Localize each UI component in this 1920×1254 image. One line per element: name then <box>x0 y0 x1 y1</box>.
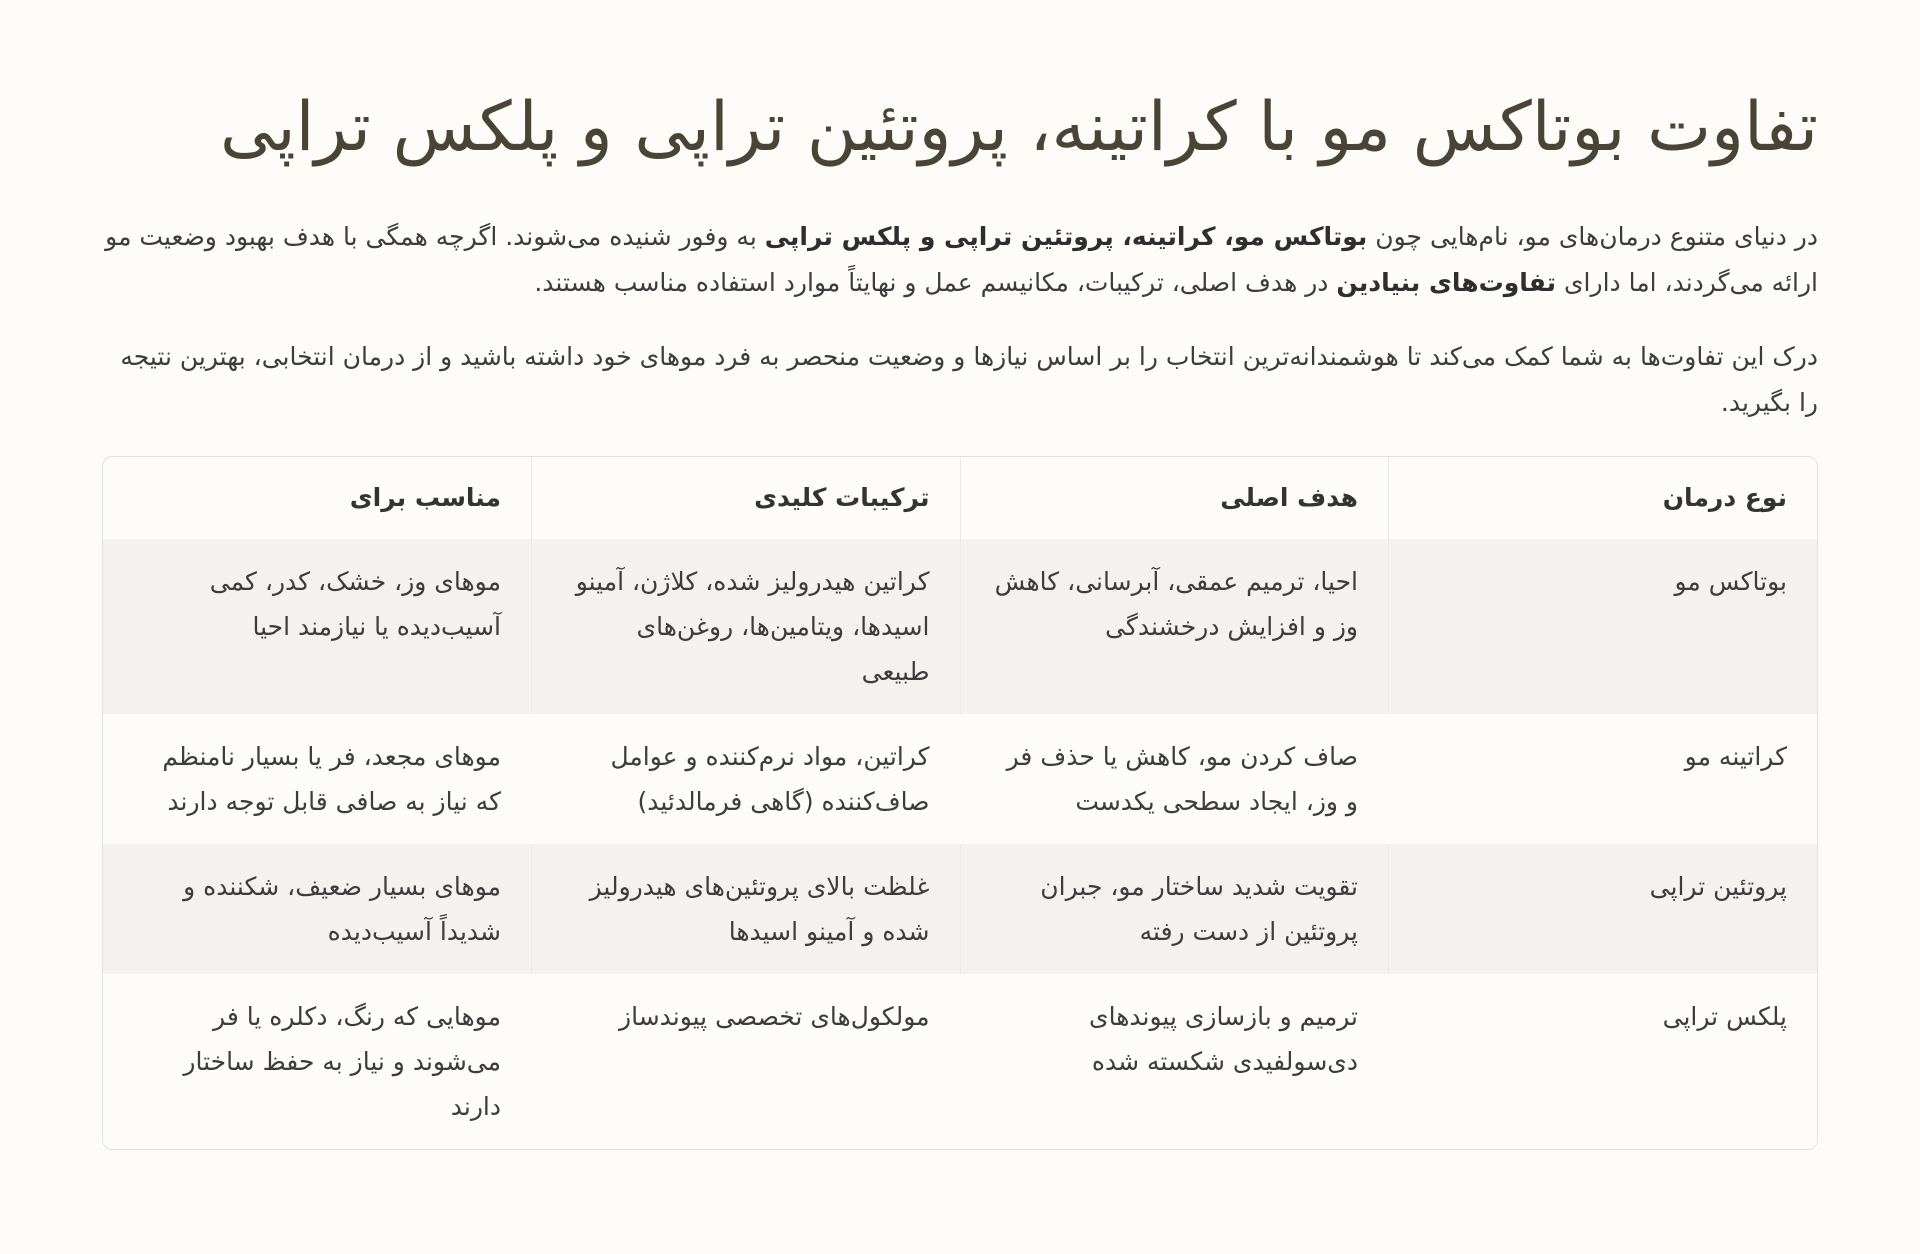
intro-bold-differences: تفاوت‌های بنیادین <box>1336 268 1557 298</box>
intro-text-2: به وفور شنیده می‌شوند. اگرچه همگی با هدف بهبود وضعیت مو ارائه می‌گردند، اما دارای <box>105 222 1818 298</box>
cell-treatment-type: بوتاکس مو <box>1389 539 1818 714</box>
cell-main-goal: تقویت شدید ساختار مو، جبران پروتئین از دست رفته <box>960 844 1389 974</box>
cell-main-goal: ترمیم و بازسازی پیوندهای دی‌سولفیدی شکسته شده <box>960 974 1389 1149</box>
cell-key-ingredients: کراتین، مواد نرم‌کننده و عوامل صاف‌کننده (گاهی فرمالدئید) <box>532 714 961 844</box>
cell-treatment-type: پلکس تراپی <box>1389 974 1818 1149</box>
cell-suitable-for: موهای مجعد، فر یا بسیار نامنظم که نیاز به صافی قابل توجه دارند <box>103 714 532 844</box>
header-treatment-type: نوع درمان <box>1662 483 1787 513</box>
cell-suitable-for: موهای وز، خشک، کدر، کمی آسیب‌دیده یا نیازمند احیا <box>103 539 532 714</box>
comparison-table <box>103 457 1817 1149</box>
cell-key-ingredients: کراتین هیدرولیز شده، کلاژن، آمینو اسیدها، ویتامین‌ها، روغن‌های طبیعی <box>532 539 961 714</box>
header-key-ingredients: ترکیبات کلیدی <box>532 457 961 539</box>
table-header-row <box>103 457 1817 539</box>
table-row-keratin <box>103 714 1817 844</box>
intro-text-3: در هدف اصلی، ترکیبات، مکانیسم عمل و نهایتاً موارد استفاده مناسب هستند. <box>534 268 1337 298</box>
page-title: تفاوت بوتاکس مو با کراتینه، پروتئین تراپی و پلکس تراپی <box>220 88 1818 167</box>
header-main-goal: هدف اصلی <box>960 457 1389 539</box>
intro-text-1: در دنیای متنوع درمان‌های مو، نام‌هایی چون <box>1367 222 1818 252</box>
intro-paragraph-2: درک این تفاوت‌ها به شما کمک می‌کند تا هوشمندانه‌ترین انتخاب را بر اساس نیازها و وضعیت منحصر به فرد موهای خود داشته باشید و از درمان انتخابی، بهترین نتیجه را بگیرید. <box>120 342 1818 418</box>
intro-paragraph-1 <box>102 214 1818 306</box>
header-suitable-for: مناسب برای <box>103 457 532 539</box>
cell-treatment-type: پروتئین تراپی <box>1389 844 1818 974</box>
table-row-plex <box>103 974 1817 1149</box>
table-row-botox <box>103 539 1817 714</box>
intro-bold-treatments: بوتاکس مو، کراتینه، پروتئین تراپی و پلکس تراپی <box>764 222 1368 252</box>
cell-main-goal: صاف کردن مو، کاهش یا حذف فر و وز، ایجاد سطحی یکدست <box>960 714 1389 844</box>
comparison-table-container <box>102 456 1818 1150</box>
cell-suitable-for: موهای بسیار ضعیف، شکننده و شدیداً آسیب‌دیده <box>103 844 532 974</box>
cell-treatment-type: کراتینه مو <box>1389 714 1818 844</box>
cell-key-ingredients: غلظت بالای پروتئین‌های هیدرولیز شده و آمینو اسیدها <box>532 844 961 974</box>
table-row-protein <box>103 844 1817 974</box>
cell-key-ingredients: مولکول‌های تخصصی پیوندساز <box>532 974 961 1149</box>
cell-main-goal: احیا، ترمیم عمقی، آبرسانی، کاهش وز و افزایش درخشندگی <box>960 539 1389 714</box>
cell-suitable-for: موهایی که رنگ، دکلره یا فر می‌شوند و نیاز به حفظ ساختار دارند <box>103 974 532 1149</box>
